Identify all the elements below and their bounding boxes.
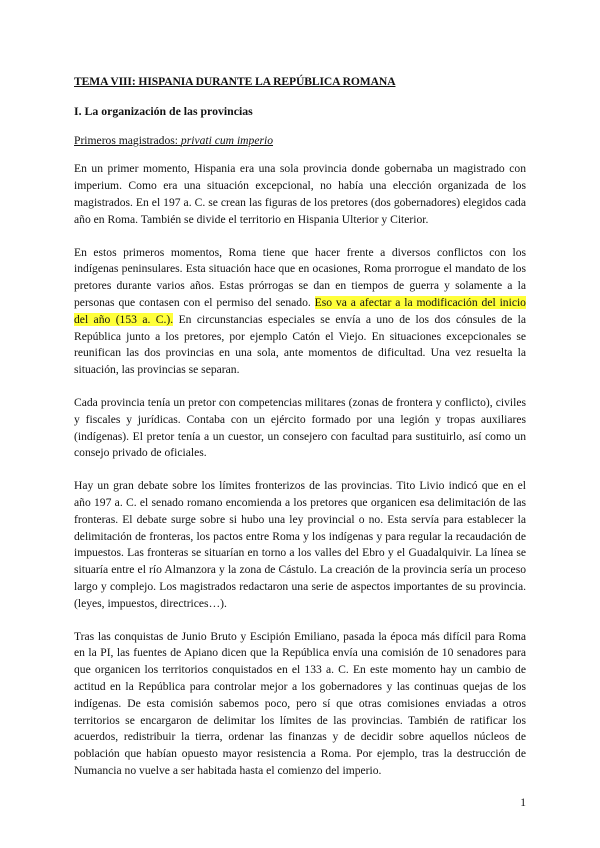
paragraph-text: En estos primeros momentos, Roma tiene que hacer frente a diversos conflictos con los indígenas peninsulares. Esta situación hace que en ocasiones, Roma prorrogue el mandato de los pretores durante varios años. Estas prórrogas se dan en tiempos de guerra y solamente a la personas que contasen con el permiso del senado. [74,245,526,309]
paragraph-3 [74,395,526,462]
paragraph-text: Hay un gran debate sobre los límites fronterizos de las provincias. Tito Livio indicó que en el año 197 a. C. el senado romano encomienda a los pretores que organicen esa delimitación de las fronteras. El debate surge sobre si hubo una ley provincial o no. Esta servía para establecer la delimitación de fronteras, los pactos entre Roma y los indígenas y para regular la recaudación de impuestos. Las fronteras se situarían en torno a los valles del Ebro y el Guadalquivir. La línea se situaría entre el río Almanzora y la zona de Cástulo. La creación de la provincia sería un proceso largo y complejo. Los magistrados redactaron una serie de aspectos importantes de su provincia. (leyes, impuestos, directrices…). [74,479,526,610]
page-content [74,74,526,796]
paragraph-text: Cada provincia tenía un pretor con competencias militares (zonas de frontera y conflicto), civiles y fiscales y jurídicas. Contaba con un ejército formado por una legión y tropas auxiliares (indígenas). El pretor tenía a un cuestor, un consejero con facultad para sustituirlo, así como un consejo privado de oficiales. [74,395,526,460]
paragraph-1 [74,161,526,228]
paragraph-text-continued: En circunstancias especiales se envía a uno de los dos cónsules de la República junto a los pretores, por ejemplo Catón el Viejo. En situaciones excepcionales se reunifican las dos provincias en una sola, ante momentos de dificultad. Una vez resuelta la situación, las provincias se separan. [74,312,526,377]
subheading-latin-term: privati cum imperio [180,133,274,147]
subheading [74,133,526,150]
paragraph-text: Tras las conquistas de Junio Bruto y Escipión Emiliano, pasada la época más difícil para Roma en la PI, las fuentes de Apiano dicen que la República envía una comisión de 10 senadores para que organicen los territorios conquistados en el 133 a. C. En este momento hay un cambio de actitud en la República para controlar mejor a los gobernadores y las continuas quejas de los indígenas. De esta comisión sabemos poco, pero sí que otras comisiones enviadas a otros territorios se encargaron de delimitar los límites de las provincias. También de ratificar los acuerdos, redistribuir la tierra, ordenar las finanzas y de decidir sobre aquellos núcleos de población que habían opuesto mayor resistencia a Roma. Por ejemplo, tras la destrucción de Numancia no vuelve a ser habitada hasta el comienzo del imperio. [74,629,526,777]
paragraph-5 [74,629,526,780]
subheading-prefix: Primeros magistrados: [74,133,181,147]
paragraph-text: En un primer momento, Hispania era una sola provincia donde gobernaba un magistrado con imperium. Como era una situación excepcional, no había una elección organizada de los magistrados. En el 197 a. C. se crean las figuras de los pretores (dos gobernadores) elegidos cada año en Roma. También se divide el territorio en Hispania Ulterior y Citerior. [74,162,526,226]
paragraph-2 [74,245,526,379]
highlighted-text: Eso va a afectar a la modificación del inicio del año (153 a. C.). [74,295,526,326]
page-number: 1 [520,797,526,809]
document-title: TEMA VIII: HISPANIA DURANTE LA REPÚBLICA ROMANA [74,75,396,88]
section-heading: I. La organización de las provincias [74,103,253,118]
paragraph-4 [74,478,526,612]
